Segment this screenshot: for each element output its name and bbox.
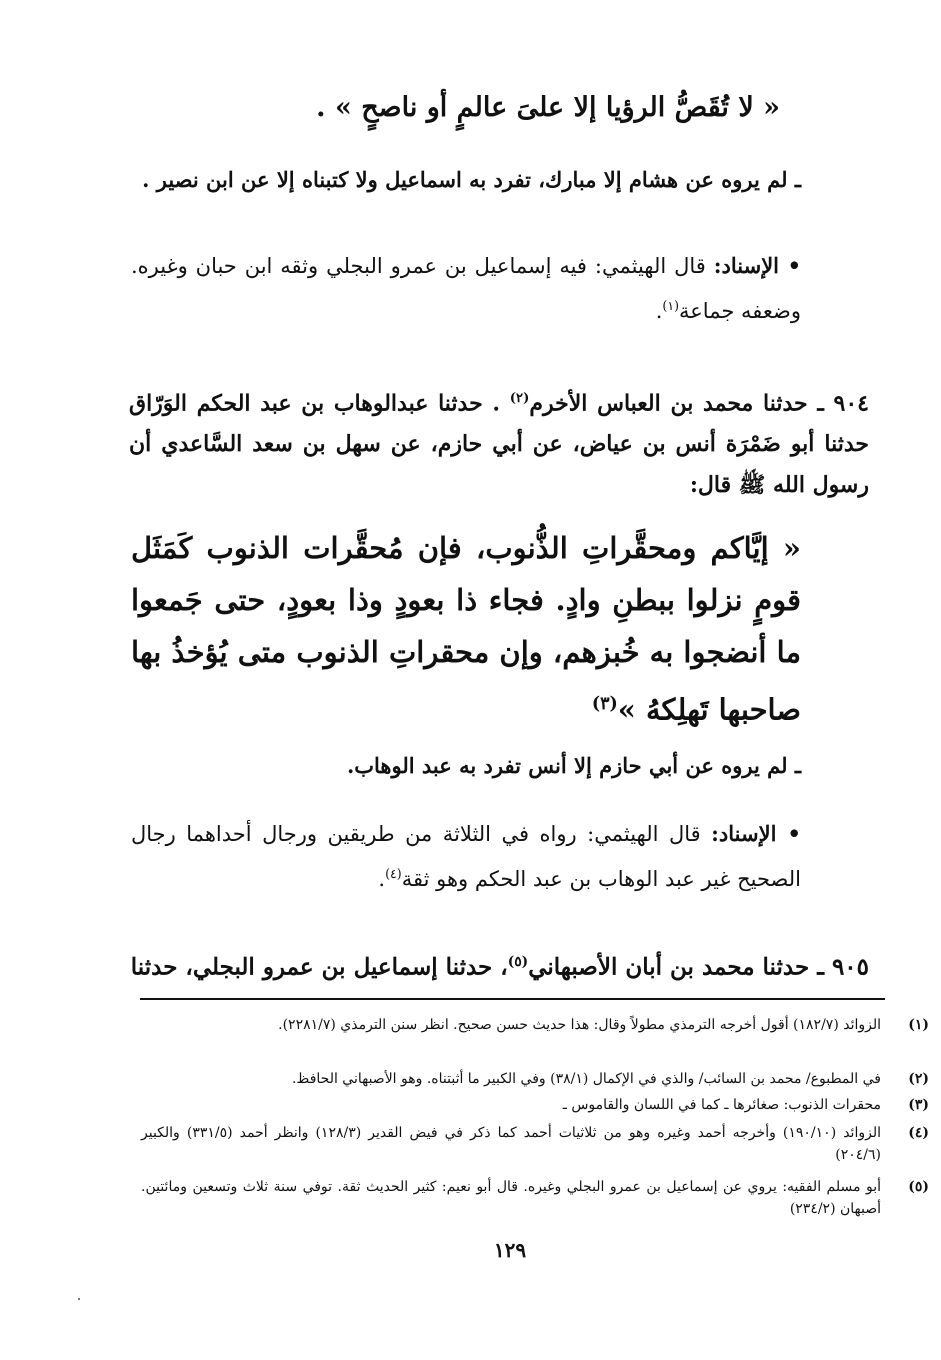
hadith-904-matn: [131, 522, 801, 736]
hadith-904-chain: [129, 378, 869, 506]
hadith-904-text-2: . حدثنا عبدالوهاب بن عبد الحكم الوَرّاق حدثنا أبو ضَمْرَة أنس بن عياض، عن أبي حازم، عن سهل بن سعد السَّاعدي أن رسول الله ﷺ قال:: [129, 390, 869, 499]
hadith-904-text-1: بن العباس الأخرم: [529, 390, 694, 417]
hadith-904-lead: حدثنا محمد: [703, 390, 808, 417]
isnad-text: قال الهيثمي: فيه إسماعيل بن عمرو البجلي وثقه ابن حبان وغيره. وضعفه جماعة: [131, 254, 801, 323]
hadith-903-closing-text: « لا تُقَصُّ الرؤيا إلا علىَ عالمٍ أو ناصحٍ » .: [316, 92, 780, 123]
footnote-number: (١): [908, 1017, 929, 1033]
hadith-904-note: ـ لم يروه عن أبي حازم إلا أنس تفرد به عبد الوهاب.: [346, 753, 801, 778]
footnote-ref-1: (١): [662, 298, 680, 313]
footnote-number: (٣): [908, 1097, 929, 1113]
footnote-4: [141, 1122, 929, 1166]
footnote-2: [141, 1068, 929, 1090]
footnote-text: محقرات الذنوب: صغائرها ـ كما في اللسان والقاموس ـ: [562, 1097, 881, 1113]
isnad-text: قال الهيثمي: رواه في الثلاثة من طريقين ورجال أحداهما رجال الصحيح غير عبد الوهاب بن عبد الحكم وهو ثقة: [131, 822, 801, 891]
hadith-905-lead: حدثنا محمد: [701, 953, 810, 981]
footnote-number: (٢): [908, 1071, 929, 1087]
footnote-5: [141, 1176, 929, 1220]
footnote-separator: [140, 998, 885, 1000]
hadith-905-chain: [129, 942, 869, 988]
footnote-ref-2: (٢): [509, 391, 530, 406]
footnote-ref-3: (٣): [591, 694, 618, 714]
footnote-text: في المطبوع/ محمد بن السائب/ والذي في الإكمال (٣٨/١) وفي الكبير ما أثبتناه. وهو الأصبهاني الحافظ.: [291, 1071, 881, 1087]
page-number: ١٢٩: [493, 1238, 527, 1262]
hadith-number-904: ٩٠٤ ـ: [817, 390, 869, 417]
scan-speck: [78, 1298, 80, 1300]
isnad-label: • الإسناد:: [713, 253, 801, 278]
hadith-904-isnad: • الإسناد: قال الهيثمي: رواه في الثلاثة من طريقين ورجال أحداهما رجال الصحيح غير عبد الوهاب بن عبد الحكم وهو ثقة$^{(٤)}$.: [131, 821, 801, 891]
hadith-number-905: ٩٠٥ ـ: [817, 953, 869, 981]
footnote-number: (٤): [908, 1125, 929, 1141]
footnote-text: أبو مسلم الفقيه: يروي عن إسماعيل بن عمرو البجلي وغيره. قال أبو نعيم: كثير الحديث ثقة. توفي سنة ثلاث وتسعين ومائتين. أصبهان (٢٣٤/٢): [141, 1179, 881, 1217]
hadith-903-note: ـ لم يروه عن هشام إلا مبارك، تفرد به اسماعيل ولا كتبناه إلا عن ابن نصير .: [142, 167, 801, 192]
footnote-text: الزوائد (١٩٠/١٠) وأخرجه أحمد وغيره وهو من ثلاثيات أحمد كما ذكر في فيض القدير (١٢٨/٣) وانظر أحمد (٣٣١/٥) والكبير (٢٠٤/٦): [141, 1125, 881, 1163]
hadith-903-isnad: • الإسناد: قال الهيثمي: فيه إسماعيل بن عمرو البجلي وثقه ابن حبان وغيره. وضعفه جماعة$^{(١)}$.: [131, 253, 801, 323]
hadith-905-text-1: بن أبان الأصبهاني: [528, 953, 694, 981]
footnote-number: (٥): [908, 1179, 929, 1195]
isnad-label: • الإسناد:: [711, 821, 801, 846]
footnote-1: [141, 1014, 929, 1036]
hadith-905-text-2: ، حدثنا إسماعيل بن عمرو البجلي، حدثنا: [130, 953, 508, 981]
footnote-text: الزوائد (١٨٢/٧) أقول أخرجه الترمذي مطولاً وقال: هذا حديث حسن صحيح. انظر سنن الترمذي (٢٢٨١/٧).: [278, 1017, 881, 1033]
footnote-3: [141, 1094, 929, 1116]
footnote-ref-4: (٤): [385, 866, 402, 881]
hadith-904-quote: « إيَّاكم ومحقَّراتِ الذُّنوب، فإن مُحقَّرات الذنوب كَمَثَل قومٍ نزلوا ببطنِ وادٍ. فجاء ذا بعودٍ وذا بعودٍ، حتى جَمعوا ما أنضجوا به خُبزهم، وإن محقراتِ الذنوب متى يُؤخذُ بها صاحبها تَهلِكهُ »: [131, 531, 801, 727]
footnote-ref-5: (٥): [507, 954, 529, 970]
